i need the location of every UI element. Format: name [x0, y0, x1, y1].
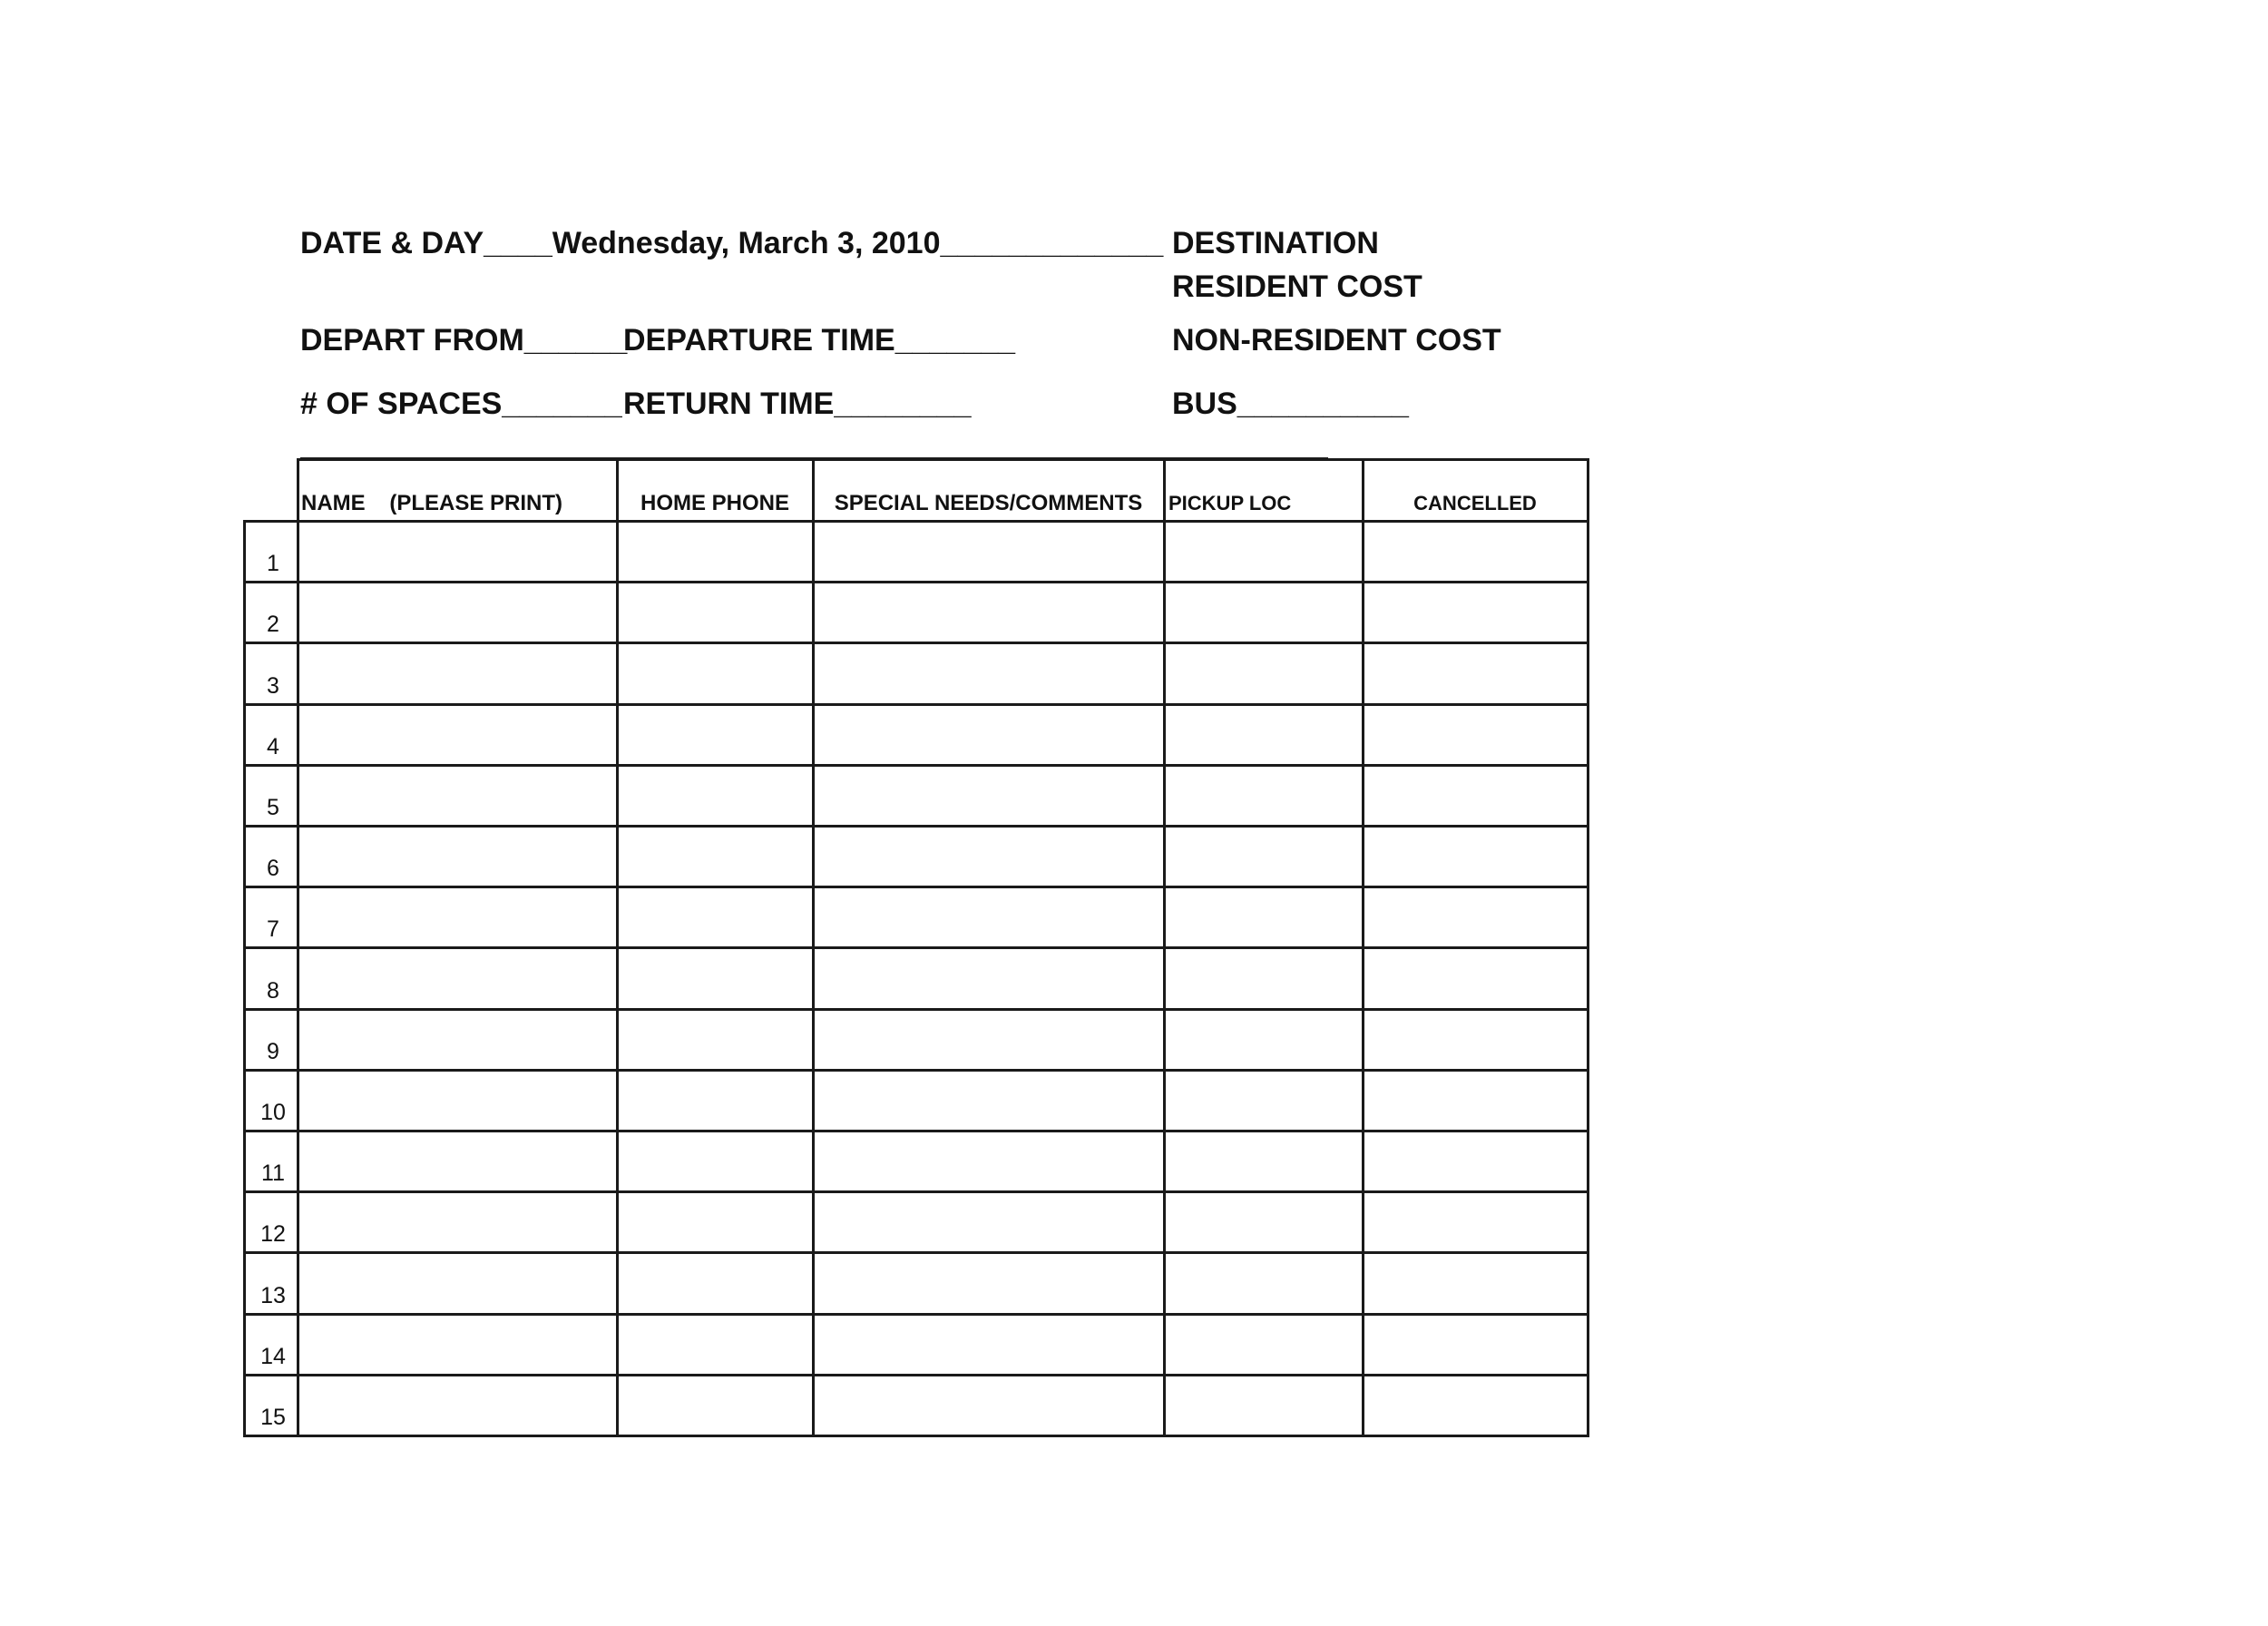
special-needs-cell[interactable]	[815, 828, 1163, 885]
cancelled-cell[interactable]	[1364, 644, 1587, 701]
home-phone-cell[interactable]	[619, 644, 812, 701]
cancelled-cell[interactable]	[1364, 888, 1587, 945]
pickup-loc-cell[interactable]	[1166, 706, 1362, 763]
cancelled-cell[interactable]	[1364, 1316, 1587, 1373]
table-border-line	[297, 458, 1589, 461]
special-needs-cell[interactable]	[815, 1316, 1163, 1373]
name-cell[interactable]	[299, 1132, 616, 1190]
cancelled-cell[interactable]	[1364, 1011, 1587, 1068]
row-number: 1	[267, 551, 279, 577]
date-and-day-field: DATE & DAY____Wednesday, March 3, 2010_____________	[300, 226, 1164, 260]
special-needs-cell[interactable]	[815, 1072, 1163, 1129]
name-cell[interactable]	[299, 1193, 616, 1250]
cancelled-cell[interactable]	[1364, 583, 1587, 641]
home-phone-cell[interactable]	[619, 1132, 812, 1190]
special-needs-cell[interactable]	[815, 1011, 1163, 1068]
cancelled-cell[interactable]	[1364, 1254, 1587, 1311]
special-needs-cell[interactable]	[815, 1254, 1163, 1311]
name-cell[interactable]	[299, 828, 616, 885]
row-number: 3	[267, 672, 279, 699]
name-cell[interactable]	[299, 767, 616, 824]
pickup-loc-cell[interactable]	[1166, 767, 1362, 824]
cancelled-cell[interactable]	[1364, 949, 1587, 1006]
table-row-line	[243, 1435, 1589, 1437]
name-cell[interactable]	[299, 1072, 616, 1129]
home-phone-cell[interactable]	[619, 1376, 812, 1434]
special-needs-cell[interactable]	[815, 644, 1163, 701]
home-phone-cell[interactable]	[619, 949, 812, 1006]
bus-field: BUS__________	[1172, 387, 1409, 421]
name-cell[interactable]	[299, 523, 616, 580]
name-cell[interactable]	[299, 1254, 616, 1311]
special-needs-cell[interactable]	[815, 1132, 1163, 1190]
cancelled-cell[interactable]	[1364, 706, 1587, 763]
row-number: 6	[267, 856, 279, 882]
pickup-loc-cell[interactable]	[1166, 949, 1362, 1006]
home-phone-cell[interactable]	[619, 767, 812, 824]
table-column-line	[243, 521, 246, 1436]
column-header-pickup-loc: PICKUP LOC	[1168, 492, 1292, 514]
departure-time-field: DEPARTURE TIME_______	[623, 323, 1016, 358]
special-needs-cell[interactable]	[815, 1193, 1163, 1250]
column-header-special-needs: SPECIAL NEEDS/COMMENTS	[834, 491, 1143, 515]
pickup-loc-cell[interactable]	[1166, 1011, 1362, 1068]
home-phone-cell[interactable]	[619, 1072, 812, 1129]
cancelled-cell[interactable]	[1364, 1072, 1587, 1129]
row-number: 4	[267, 733, 279, 759]
row-number: 14	[260, 1343, 286, 1369]
row-number: 10	[260, 1100, 286, 1125]
cancelled-cell[interactable]	[1364, 523, 1587, 580]
destination-label: DESTINATION	[1172, 226, 1379, 260]
row-number: 5	[267, 795, 279, 820]
name-cell[interactable]	[299, 644, 616, 701]
column-header-cancelled: CANCELLED	[1413, 492, 1537, 514]
home-phone-cell[interactable]	[619, 1011, 812, 1068]
cancelled-cell[interactable]	[1364, 1132, 1587, 1190]
cancelled-cell[interactable]	[1364, 1376, 1587, 1434]
home-phone-cell[interactable]	[619, 1316, 812, 1373]
special-needs-cell[interactable]	[815, 767, 1163, 824]
home-phone-cell[interactable]	[619, 888, 812, 945]
name-cell[interactable]	[299, 1316, 616, 1373]
pickup-loc-cell[interactable]	[1166, 583, 1362, 641]
resident-cost-label: RESIDENT COST	[1172, 269, 1422, 304]
pickup-loc-cell[interactable]	[1166, 1072, 1362, 1129]
cancelled-cell[interactable]	[1364, 767, 1587, 824]
number-of-spaces-field: # OF SPACES_______	[300, 387, 622, 421]
name-cell[interactable]	[299, 706, 616, 763]
depart-from-field: DEPART FROM______	[300, 323, 628, 358]
row-number: 9	[267, 1038, 279, 1064]
row-number: 12	[260, 1221, 286, 1248]
special-needs-cell[interactable]	[815, 706, 1163, 763]
home-phone-cell[interactable]	[619, 706, 812, 763]
home-phone-cell[interactable]	[619, 583, 812, 641]
pickup-loc-cell[interactable]	[1166, 1316, 1362, 1373]
name-cell[interactable]	[299, 1376, 616, 1434]
pickup-loc-cell[interactable]	[1166, 1193, 1362, 1250]
non-resident-cost-label: NON-RESIDENT COST	[1172, 323, 1501, 358]
pickup-loc-cell[interactable]	[1166, 888, 1362, 945]
name-cell[interactable]	[299, 949, 616, 1006]
cancelled-cell[interactable]	[1364, 1193, 1587, 1250]
home-phone-cell[interactable]	[619, 1254, 812, 1311]
home-phone-cell[interactable]	[619, 523, 812, 580]
column-header-name: NAME (PLEASE PRINT)	[301, 491, 563, 515]
row-number: 13	[260, 1282, 286, 1308]
row-number: 11	[261, 1161, 285, 1187]
name-cell[interactable]	[299, 888, 616, 945]
special-needs-cell[interactable]	[815, 888, 1163, 945]
row-number: 8	[267, 977, 279, 1004]
pickup-loc-cell[interactable]	[1166, 523, 1362, 580]
name-cell[interactable]	[299, 1011, 616, 1068]
row-number: 2	[267, 612, 279, 638]
return-time-field: RETURN TIME________	[623, 387, 972, 421]
column-header-home-phone: HOME PHONE	[640, 491, 789, 515]
name-cell[interactable]	[299, 583, 616, 641]
special-needs-cell[interactable]	[815, 949, 1163, 1006]
pickup-loc-cell[interactable]	[1166, 828, 1362, 885]
pickup-loc-cell[interactable]	[1166, 1132, 1362, 1190]
home-phone-cell[interactable]	[619, 1193, 812, 1250]
special-needs-cell[interactable]	[815, 1376, 1163, 1434]
row-number: 15	[260, 1405, 286, 1430]
cancelled-cell[interactable]	[1364, 828, 1587, 885]
special-needs-cell[interactable]	[815, 583, 1163, 641]
pickup-loc-cell[interactable]	[1166, 1376, 1362, 1434]
pickup-loc-cell[interactable]	[1166, 1254, 1362, 1311]
pickup-loc-cell[interactable]	[1166, 644, 1362, 701]
row-number: 7	[267, 916, 279, 943]
home-phone-cell[interactable]	[619, 828, 812, 885]
special-needs-cell[interactable]	[815, 523, 1163, 580]
